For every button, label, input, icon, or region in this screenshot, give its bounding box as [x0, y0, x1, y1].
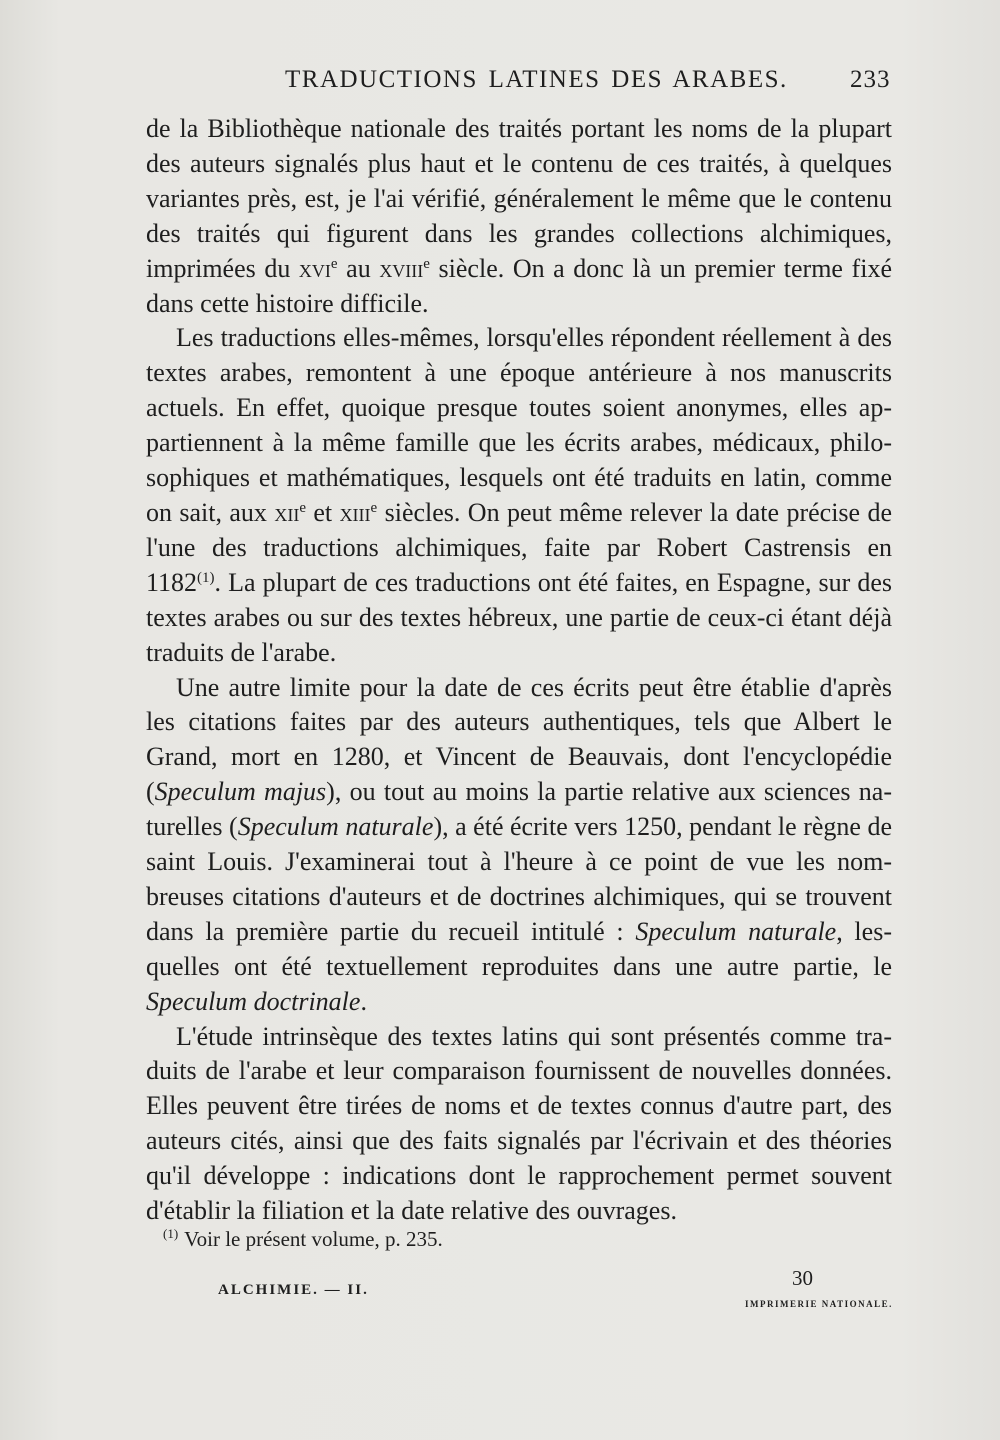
text-run: siècle. On a donc là un premier terme fixé dans cette histoire difficile.	[146, 253, 892, 318]
sheet-number: 30	[792, 1266, 813, 1290]
text-run: , lesquelles ont été textuellement reproduites dans une autre partie, le	[146, 916, 892, 981]
text-run: ), ou tout au moins la partie relative aux sciences naturelles (	[146, 777, 892, 842]
italic-title: Speculum doctrinale	[146, 986, 361, 1016]
italic-title: Speculum naturale	[237, 812, 434, 842]
superscript: (1)	[197, 569, 215, 586]
text-run: au	[337, 253, 380, 283]
body-text	[146, 112, 892, 1229]
century-numeral: xvi	[298, 253, 331, 283]
paragraph	[146, 112, 892, 321]
footnote-marker: (1)	[163, 1226, 179, 1241]
page-number: 233	[850, 66, 891, 93]
footnote	[163, 1227, 443, 1252]
signature-mark: ALCHIMIE. — II.	[218, 1282, 369, 1298]
text-run: Les traductions elles-mêmes, lorsqu'elles répondent réellement à des textes arabes, remontent à une époque antérieure à nos manuscrits actuels. En effet, quoique presque toutes soient anonymes, elles appartiennent à la même famille que les écrits arabes, médicaux, philosophiques et mathématiques, lesquels ont été traduits en latin, comme on sait, aux	[146, 323, 892, 527]
text-run: siècles. On peut même relever la date précise de l'une des traductions alchimiques, faite par Robert Castrensis en 1182	[146, 497, 893, 597]
superscript: e	[330, 255, 338, 272]
text-run: de la Bibliothèque nationale des traités portant les noms de la plupart des auteurs signalés plus haut et le contenu de ces traités, à quelques variantes près, est, je l'ai vérifié, généralement le même que le contenu des traités qui figurent dans les grandes collections alchimiques, imprimées du	[146, 114, 892, 283]
paragraph	[146, 671, 892, 1020]
superscript: e	[299, 499, 306, 516]
paragraph	[146, 321, 892, 670]
text-run: L'étude intrinsèque des textes latins qui sont présentés comme traduits de l'arabe et leur comparaison fournissent de nouvelles données. Elles peuvent être tirées de noms et de textes connus d'autre part, des auteurs cités, ainsi que des faits signalés par l'écrivain et des théories qu'il développe : indications dont le rapprochement permet souvent d'établir la filiation et la date relative des ouvrages.	[146, 1021, 892, 1226]
text-run: et	[306, 497, 340, 527]
text-run: . La plupart de ces traductions ont été faites, en Espagne, sur des textes arabes ou sur des textes hébreux, une partie de ceux-ci étant déjà traduits de l'arabe.	[146, 567, 892, 667]
century-numeral: xiii	[339, 497, 371, 527]
superscript: e	[370, 499, 378, 516]
text-run: .	[360, 986, 367, 1016]
century-numeral: xii	[274, 497, 300, 527]
century-numeral: xviii	[379, 253, 424, 283]
text-run: Une autre limite pour la date de ces écrits peut être établie d'après les citations faites par des auteurs authentiques, tels que Albert le Grand, mort en 1280, et Vincent de Beauvais, dont l'encyclopédie (	[146, 672, 892, 807]
italic-title: Speculum majus	[154, 777, 327, 807]
italic-title: Speculum naturale	[635, 916, 837, 946]
printer-imprint: IMPRIMERIE NATIONALE.	[745, 1299, 893, 1309]
text-run: ), a été écrite vers 1250, pendant le règne de saint Louis. J'examinerai tout à l'heure à ce point de vue les nombreuses citations d'auteurs et de doctrines alchimiques, qui se trouvent dans la première partie du recueil intitulé :	[146, 812, 893, 946]
superscript: e	[423, 255, 430, 272]
running-title: TRADUCTIONS LATINES DES ARABES.	[285, 66, 788, 93]
footnote-text: Voir le présent volume, p. 235.	[184, 1227, 443, 1251]
paragraph	[146, 1020, 892, 1229]
